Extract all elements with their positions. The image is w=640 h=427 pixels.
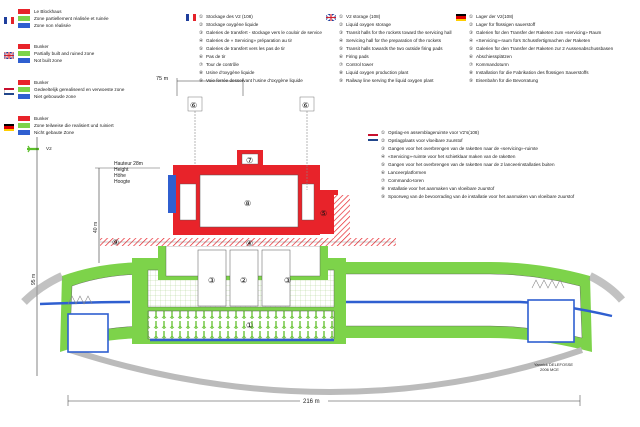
list-title: Opslag-en assemblageruimte voor V2's(108) — [388, 130, 480, 135]
list-item: Galerien für den Transfer der Raketen zum «servicing» Raum — [476, 30, 602, 35]
height-translation: Höhe — [114, 173, 126, 179]
list-number: ④ — [469, 38, 474, 43]
list-number: ⑥ — [339, 54, 344, 59]
dimension-40m — [95, 168, 160, 263]
list-item: Servicing hall for the preparation of the rockets — [346, 38, 441, 43]
list-number: ② — [339, 22, 344, 27]
list-item: Tour de contrôle — [206, 62, 239, 67]
legend-bunker-label: Bunker — [34, 80, 49, 85]
list-number: ⑧ — [339, 70, 344, 75]
legend-notbuilt-label: Niet gebouwde zone — [34, 94, 76, 99]
list-item: Stockage oxygène liquide — [206, 22, 259, 27]
list-number: ③ — [381, 146, 386, 151]
plan-marker: ③ — [284, 276, 292, 285]
list-item: Transit halls towards the two outside firing pads — [346, 46, 443, 51]
legend-built-label: Gedeeltelijk gerealiseerd en verwoeste zone — [34, 87, 125, 92]
list-item: Voie ferrée desservant l'usine d'oxygène liquide — [206, 78, 303, 83]
list-number: ⑥ — [469, 54, 474, 59]
legend-notbuilt-label: Not built zone — [34, 58, 63, 63]
bunker-room-left — [180, 184, 196, 220]
list-number: ⑥ — [381, 170, 386, 175]
height-translation: Hoogte — [114, 179, 131, 185]
plan-marker: ④ — [246, 239, 254, 248]
list-number: ① — [339, 14, 344, 19]
legend-notbuilt-label: Zone non réalisée — [34, 23, 71, 28]
list-item: Installation für die Fabrikation des flüssigen Sauerstoffs — [476, 70, 589, 75]
list-number: ⑥ — [199, 54, 204, 59]
list-number: ⑨ — [199, 78, 204, 83]
list-item: «Servicing»-ruimte voor het schietklaar maken van de raketten — [388, 154, 516, 159]
plan-marker: ⑨ — [112, 238, 120, 247]
bunker-hatched-annex — [334, 195, 350, 240]
list-item: Pas de tir — [206, 54, 226, 59]
list-item: Usine d'oxygène liquide — [206, 70, 255, 75]
list-item: Control tower — [346, 62, 374, 67]
legend-built-label: Zone teilweise die realisiert und ruiniert — [34, 123, 114, 128]
outer-arc-right — [590, 276, 622, 300]
plan-marker: ⑥ — [190, 101, 198, 110]
height-label: Hauteur 28m — [114, 161, 143, 167]
left-end-block — [68, 314, 108, 352]
list-item: Galeries de transfert - stockage vers le couloir de service — [206, 30, 322, 35]
list-number: ① — [199, 14, 204, 19]
list-number: ② — [199, 22, 204, 27]
list-number: ⑤ — [469, 46, 474, 51]
dimension-95m-label: 95 m — [31, 273, 37, 285]
plan-marker: ② — [240, 276, 248, 285]
list-item: Liquid oxygen production plant — [346, 70, 409, 75]
list-item: Installatie voor het aanmaken van vloeibare zuurstof — [388, 186, 495, 191]
list-item: Galeries de « Servicing» préparation au tir — [206, 38, 293, 43]
list-number: ③ — [469, 30, 474, 35]
list-number: ⑦ — [199, 62, 204, 67]
list-number: ② — [381, 138, 386, 143]
plan-marker: ⑦ — [246, 156, 254, 165]
list-number: ⑨ — [469, 78, 474, 83]
dimension-40m-label: 40 m — [93, 221, 99, 233]
list-item: Kommandoturm — [476, 62, 509, 67]
list-number: ⑦ — [381, 178, 386, 183]
list-item: Eisenbahn für die Bevorratung — [476, 78, 539, 83]
bunker-room-right — [302, 184, 314, 220]
plan-marker: ③ — [208, 276, 216, 285]
list-title: V2 storage (108) — [346, 14, 381, 19]
list-item: Lager für flüssigen sauerstoff — [476, 22, 536, 27]
dimension-216m-label: 216 m — [303, 399, 320, 405]
list-item: Gangen voor het overbrengen van de raketten naar de 2 lanceerinstallaties buiten — [388, 162, 555, 167]
v2-label: V2 — [46, 146, 52, 151]
legend-built-label: Partially built and ruined zone — [34, 51, 95, 56]
list-item: Abschiessplätzen — [476, 54, 512, 59]
plan-marker: ⑤ — [320, 209, 328, 218]
list-number: ⑤ — [381, 162, 386, 167]
list-number: ⑦ — [469, 62, 474, 67]
list-number: ⑤ — [339, 46, 344, 51]
plan-marker: ⑧ — [244, 199, 252, 208]
list-item: «Servicing»-raum fürs Schussfertigmachen der Raketen — [476, 38, 591, 43]
dimension-75m — [177, 78, 243, 96]
list-item: Railway line serving the liquid oxygen plant — [346, 78, 434, 83]
list-item: Galeries de transfert vers les pas de tir — [206, 46, 285, 51]
list-item: Spoorweg van de bevoorrading van de installatie voor het aanmaken van vloeibare zuurstof — [388, 194, 575, 199]
list-item: Firing pads — [346, 54, 369, 59]
legend-notbuilt-label: Nicht gebaute Zone — [34, 130, 75, 135]
list-item: Galerien für den Transfer der Raketen zur 2 Aussenabschussbasen — [476, 46, 614, 51]
list-number: ⑦ — [339, 62, 344, 67]
list-item: Opslagplaats voor vloeibare zuurstof — [388, 138, 463, 143]
outer-arc-bottom — [70, 350, 582, 392]
list-number: ② — [469, 22, 474, 27]
list-number: ① — [381, 130, 386, 135]
list-number: ④ — [199, 38, 204, 43]
list-number: ⑧ — [469, 70, 474, 75]
list-number: ④ — [381, 154, 386, 159]
author-name: Yannick DELEFOSSE — [534, 362, 574, 367]
list-number: ⑨ — [381, 194, 386, 199]
dimension-75m-label: 75 m — [156, 76, 169, 82]
list-item: Liquid oxygen storage — [346, 22, 391, 27]
legend-bunker-label: Le Blockhaus — [34, 9, 62, 14]
list-number: ③ — [199, 30, 204, 35]
plan-marker: ① — [246, 321, 254, 330]
legend-bunker-label: Bunker — [34, 44, 49, 49]
list-title: Stockage des V2 (108) — [206, 14, 253, 19]
list-item: Commando-toren — [388, 178, 424, 183]
right-end-block — [528, 300, 574, 342]
main-hall-storage — [148, 311, 334, 339]
plan-marker: ⑥ — [302, 101, 310, 110]
height-translation: Height — [114, 167, 129, 173]
list-number: ④ — [339, 38, 344, 43]
list-number: ③ — [339, 30, 344, 35]
legend-bunker-label: Bunker — [34, 116, 49, 121]
list-item: Transit halls for the rockets toward the servicing hall — [346, 30, 452, 35]
list-number: ⑤ — [199, 46, 204, 51]
list-number: ⑨ — [339, 78, 344, 83]
list-number: ⑧ — [381, 186, 386, 191]
blue-block — [168, 175, 176, 213]
author-year: 2006 MCE — [540, 367, 559, 372]
list-title: Lager der V2(108) — [476, 14, 514, 19]
outer-arc-left — [24, 273, 62, 302]
list-item: Lanceerplatformen — [388, 170, 427, 175]
list-item: Gangen voor het overbrengen van de raketten naar de «servicing»-ruimte — [388, 146, 538, 151]
list-number: ① — [469, 14, 474, 19]
legend-built-label: Zone partiellement réalisée et ruinée — [34, 16, 109, 21]
list-number: ⑧ — [199, 70, 204, 75]
